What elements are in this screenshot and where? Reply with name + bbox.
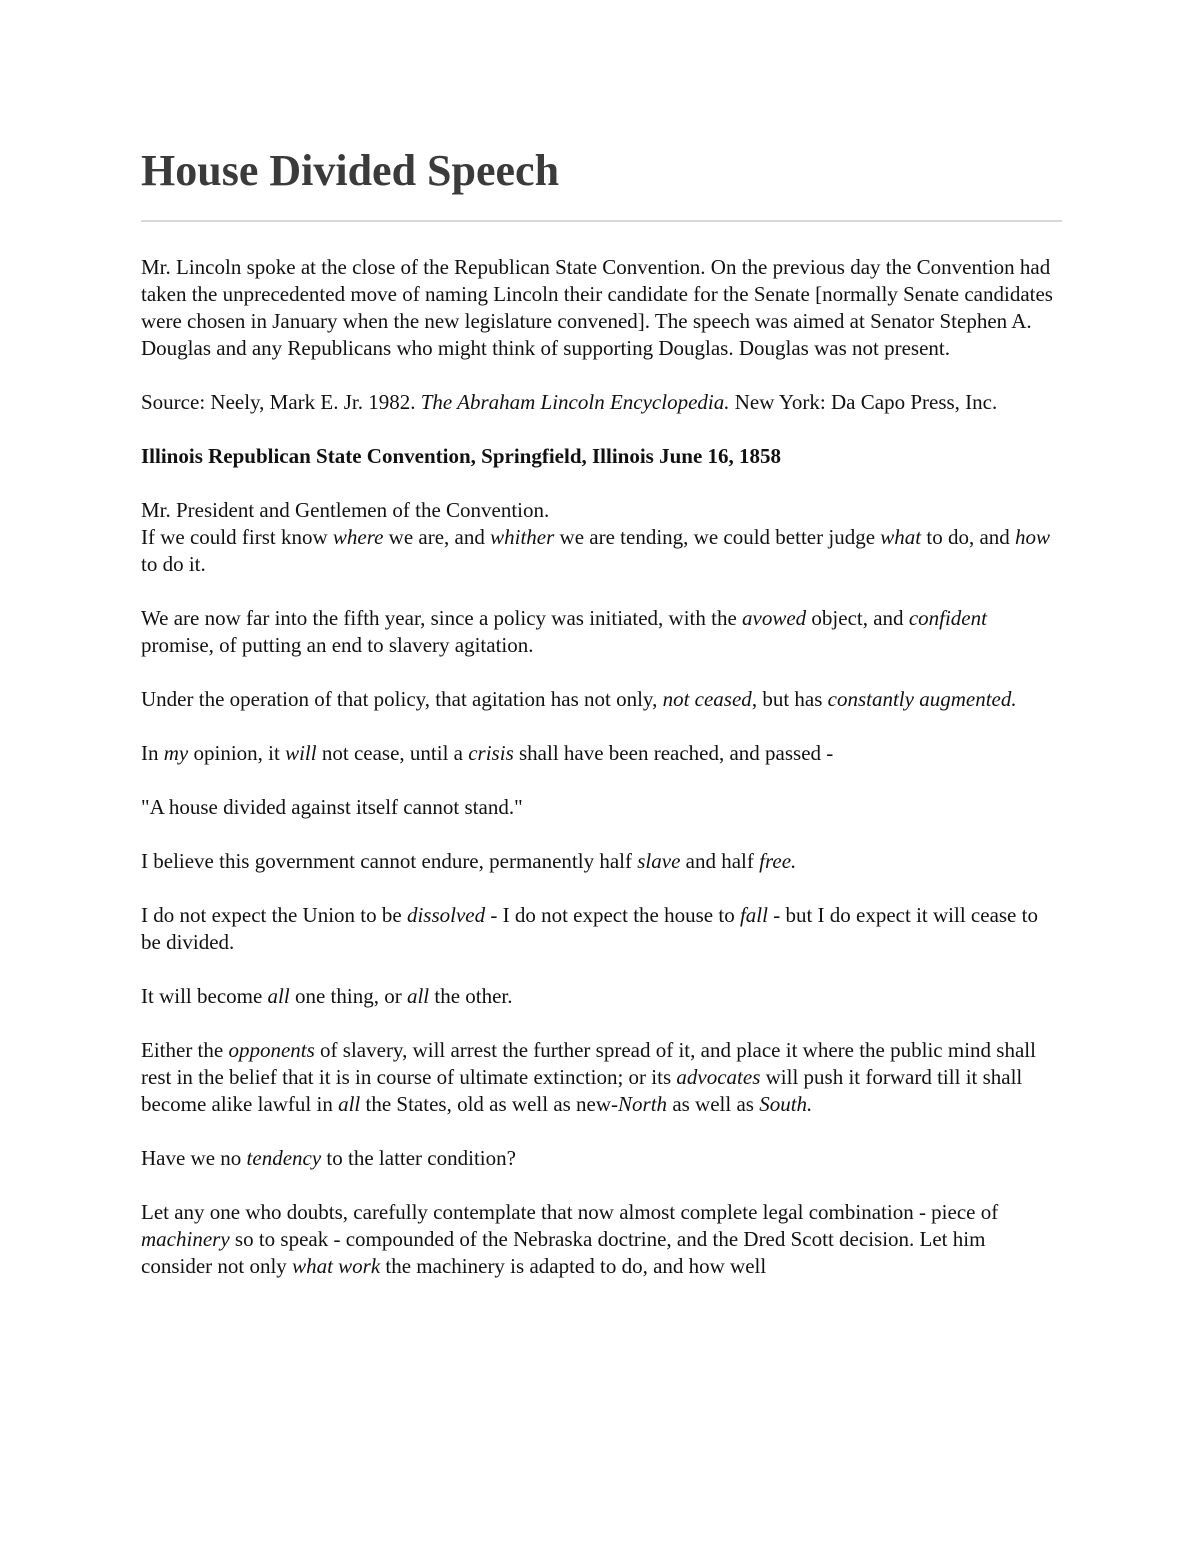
speech-paragraph-5: [141, 794, 1059, 821]
emphasis-run: confident: [908, 606, 987, 630]
emphasis-run: fall: [739, 903, 768, 927]
text-run: to do, and: [921, 525, 1016, 549]
emphasis-run: all: [267, 984, 290, 1008]
text-run: , but has: [751, 687, 828, 711]
emphasis-run: constantly augmented.: [827, 687, 1017, 711]
page-title: House Divided Speech: [141, 146, 560, 195]
emphasis-run: crisis: [468, 741, 514, 765]
emphasis-run: North: [618, 1092, 668, 1116]
text-run: we are, and: [383, 525, 491, 549]
text-run: "A house divided against itself cannot stand.": [141, 795, 523, 819]
text-run: Either the: [141, 1038, 229, 1062]
text-run: - but I do expect it will cease to be divided.: [141, 903, 1038, 954]
title-divider: [141, 220, 1062, 222]
text-run: one thing, or: [289, 984, 407, 1008]
text-run: It will become: [141, 984, 268, 1008]
speech-paragraph-6: [141, 848, 1059, 875]
emphasis-run: dissolved: [406, 903, 486, 927]
text-run: - I do not expect the house to: [485, 903, 740, 927]
emphasis-run: all: [338, 1092, 361, 1116]
text-run: the other.: [429, 984, 513, 1008]
intro-text: Mr. Lincoln spoke at the close of the Republican State Convention. On the previous day the Convention had taken the unprecedented move of naming Lincoln their candidate for the Senate [normally Senate candidates were chosen in January when the new legislature convened]. The speech was aimed at Senator Stephen A. Douglas and any Republicans who might think of supporting Douglas. Douglas was not present.: [141, 255, 1053, 360]
emphasis-run: will: [285, 741, 317, 765]
salutation: [141, 497, 1059, 524]
text-run: object, and: [806, 606, 909, 630]
intro-paragraph: [141, 254, 1059, 362]
text-run: as well as: [667, 1092, 760, 1116]
emphasis-run: advocates: [676, 1065, 761, 1089]
text-run: I believe this government cannot endure, permanently half: [141, 849, 638, 873]
text-run: and half: [680, 849, 760, 873]
text-run: Let any one who doubts, carefully contemplate that now almost complete legal combination - piece of: [141, 1200, 999, 1224]
emphasis-run: my: [163, 741, 189, 765]
document-body: [141, 254, 1059, 1307]
text-run: In: [141, 741, 164, 765]
speech-paragraph-2: [141, 605, 1059, 659]
speech-paragraph-1: [141, 524, 1059, 578]
text-run: We are now far into the fifth year, since a policy was initiated, with the: [141, 606, 743, 630]
emphasis-run: what work: [292, 1254, 381, 1278]
emphasis-run: where: [332, 525, 384, 549]
emphasis-run: not ceased: [662, 687, 752, 711]
source-suffix: New York: Da Capo Press, Inc.: [729, 390, 998, 414]
occasion-text: Illinois Republican State Convention, Springfield, Illinois June 16, 1858: [141, 444, 782, 468]
emphasis-run: free.: [759, 849, 797, 873]
speech-paragraph-10: [141, 1145, 1059, 1172]
text-run: opinion, it: [188, 741, 286, 765]
text-run: the machinery is adapted to do, and how well: [380, 1254, 767, 1278]
text-run: the States, old as well as new-: [360, 1092, 619, 1116]
text-run: Under the operation of that policy, that agitation has not only,: [141, 687, 663, 711]
text-run: not cease, until a: [316, 741, 469, 765]
text-run: I do not expect the Union to be: [141, 903, 407, 927]
text-run: we are tending, we could better judge: [554, 525, 881, 549]
emphasis-run: avowed: [742, 606, 807, 630]
speech-paragraph-9: [141, 1037, 1059, 1118]
speech-paragraph-8: [141, 983, 1059, 1010]
emphasis-run: opponents: [228, 1038, 315, 1062]
text-run: will push it forward till it shall become alike lawful in: [141, 1065, 1023, 1116]
source-book-title: The Abraham Lincoln Encyclopedia.: [420, 390, 730, 414]
emphasis-run: whither: [490, 525, 555, 549]
speech-paragraph-3: [141, 686, 1059, 713]
source-citation: [141, 389, 1059, 416]
speech-paragraph-7: [141, 902, 1059, 956]
text-run: shall have been reached, and passed -: [513, 741, 834, 765]
speech-paragraph-4: [141, 740, 1059, 767]
emphasis-run: slave: [637, 849, 681, 873]
text-run: If we could first know: [141, 525, 333, 549]
text-run: promise, of putting an end to slavery agitation.: [141, 633, 534, 657]
emphasis-run: tendency: [246, 1146, 322, 1170]
emphasis-run: machinery: [141, 1227, 230, 1251]
speech-paragraph-11: [141, 1199, 1059, 1280]
emphasis-run: South.: [759, 1092, 813, 1116]
text-run: to do it.: [141, 552, 206, 576]
emphasis-run: all: [406, 984, 430, 1008]
text-run: to the latter condition?: [321, 1146, 516, 1170]
source-prefix: Source: Neely, Mark E. Jr. 1982.: [141, 390, 421, 414]
text-run: of slavery, will arrest the further spread of it, and place it where the public mind shall rest in the belief that it is in course of ultimate extinction; or its: [141, 1038, 1036, 1089]
text-run: Have we no: [141, 1146, 247, 1170]
salutation-text: Mr. President and Gentlemen of the Convention.: [141, 498, 550, 522]
text-run: so to speak - compounded of the Nebraska doctrine, and the Dred Scott decision. Let him consider not only: [141, 1227, 986, 1278]
emphasis-run: what: [880, 525, 922, 549]
occasion-heading: [141, 443, 1059, 470]
emphasis-run: how: [1015, 525, 1051, 549]
